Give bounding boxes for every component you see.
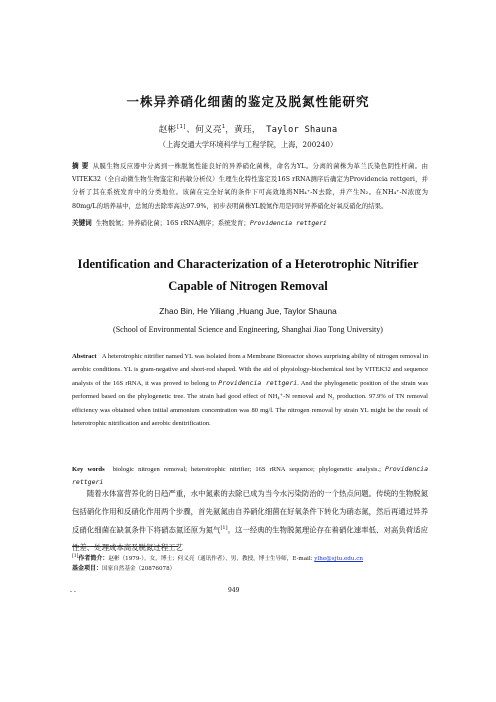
body-citation: [1] xyxy=(220,525,228,532)
chinese-keywords-label: 关键词 xyxy=(72,219,92,227)
footnote-marker: [1] xyxy=(72,554,79,559)
footnote-author-label: 作者简介： xyxy=(78,554,109,562)
footnote-fund-label: 基金项目： xyxy=(72,564,103,572)
english-abstract xyxy=(72,350,428,430)
footnote-author-line xyxy=(72,552,428,564)
chinese-abstract-label: 摘 要 xyxy=(72,162,89,170)
english-abstract-text-1: A heterotrophic nitrifier named YL was isolated from a Membrane Bioreactor shows surprising ability of nitrogen removal in aerobic conditions. YL is gram-negative and short-rod shaped. With the aid of physiology-biochemical test by VITEK32 and sequence analysis of the 16S rRNA, it was proved to belong to xyxy=(72,353,428,387)
footnote xyxy=(72,552,428,574)
page-number: 949 xyxy=(228,587,240,594)
chinese-title: 一株异养硝化细菌的鉴定及脱氮性能研究 xyxy=(126,94,370,109)
english-abstract-text-2: . And the phylogenetic position of the strain was performed based on the phylogenetic tree. The strain had good effect of NH₄⁺-N removal and N₂ production. 97.9% of TN removal efficiency was obtained when initial ammonium concentration was 80 mg/l. The nitrogen removal by strain YL might be the result of heterotrophic nitrification and aerobic denitrification. xyxy=(72,379,429,428)
english-affiliation: (School of Environmental Science and Engineering, Shanghai Jiao Tong University) xyxy=(113,325,383,334)
other-authors: ，黄珏， Taylor Shauna xyxy=(225,125,338,135)
chinese-keywords-species: Providencia rettgeri xyxy=(249,219,327,227)
english-abstract-label: Abstract xyxy=(72,353,97,360)
footnote-fund-line xyxy=(72,564,428,574)
footnote-divider xyxy=(72,546,178,547)
english-title xyxy=(0,253,496,297)
page-left-mark: - - xyxy=(70,588,76,595)
english-abstract-species: Providencia rettgeri xyxy=(218,378,298,387)
chinese-authors xyxy=(0,123,496,135)
chinese-affiliation: （上海交通大学环境科学与工程学院，上海，200240） xyxy=(158,140,338,149)
author-2-affil-marker: 1 xyxy=(221,124,226,131)
author-1-affil-marker: [1] xyxy=(176,124,187,131)
english-keywords-text: biologic nitrogen removal; heterotrophic nitrifier; 16S rRNA sequence; phylogenetic analysis.; xyxy=(112,466,381,473)
footnote-author-text: 赵彬（1979-），女，博士；何义亮（通讯作者），男，教授，博士生导师，E-mail: xyxy=(108,555,315,562)
chinese-abstract xyxy=(72,160,428,213)
body-text: 随着水体富营养化的日趋严重，水中氮素的去除已成为当今水污染防治的一个热点问题。传统的生物脱氮包括硝化作用和反硝化作用两个步骤，首先氨氮由自养硝化细菌在好氧条件下转化为硝态氮，然后再通过异养反硝化细菌在缺氧条件下将硝态氮还原为氮气 xyxy=(72,489,428,535)
body-text-tail: 。这一经典的生物脱氮理论存在着硝化速率低、对高负荷适应性差、处理成本高及脱氮过程工艺 xyxy=(72,525,428,553)
english-keywords-species: Providencia rettgeri xyxy=(72,465,428,487)
chinese-abstract-text: 从膜生物反应器中分离到一株脱氮性能良好的异养硝化菌株，命名为YL。分离的菌株为革兰氏染色阴性杆菌。由VITEK32（全自动微生物生物鉴定和药敏分析仪）生理生化特性鉴定及16S rRNA测序后确定为Providencia rettgeri，并分析了其在系统发育中的分类地位。该菌在完全好氧的条件下可高效地将NH₄⁺-N去除，并产生N₂。在NH₄⁺-N浓度为80mg/L的培养基中，总氮的去除率高达97.9%，初步表明菌株YL脱氮作用是同时异养硝化好氧反硝化的结果。 xyxy=(72,162,429,210)
chinese-keywords-text: 生物脱氮；异养硝化菌；16S rRNA测序；系统发育； xyxy=(95,219,250,227)
english-authors: Zhao Bin, He Yiliang ,Huang Jue, Taylor Shauna xyxy=(159,306,337,316)
chinese-keywords xyxy=(72,217,428,230)
english-keywords-label: Key words xyxy=(72,466,105,473)
author-2: 、何义亮 xyxy=(186,125,222,135)
english-title-line-1: Identification and Characterization of a Heterotrophic Nitrifier xyxy=(77,257,419,271)
author-1: 赵彬 xyxy=(158,125,177,135)
email-link[interactable]: ylhe@sjtu.edu.cn xyxy=(314,555,363,562)
footnote-fund-text: 国家自然基金（20876078） xyxy=(102,565,176,572)
english-title-line-2: Capable of Nitrogen Removal xyxy=(168,279,328,293)
